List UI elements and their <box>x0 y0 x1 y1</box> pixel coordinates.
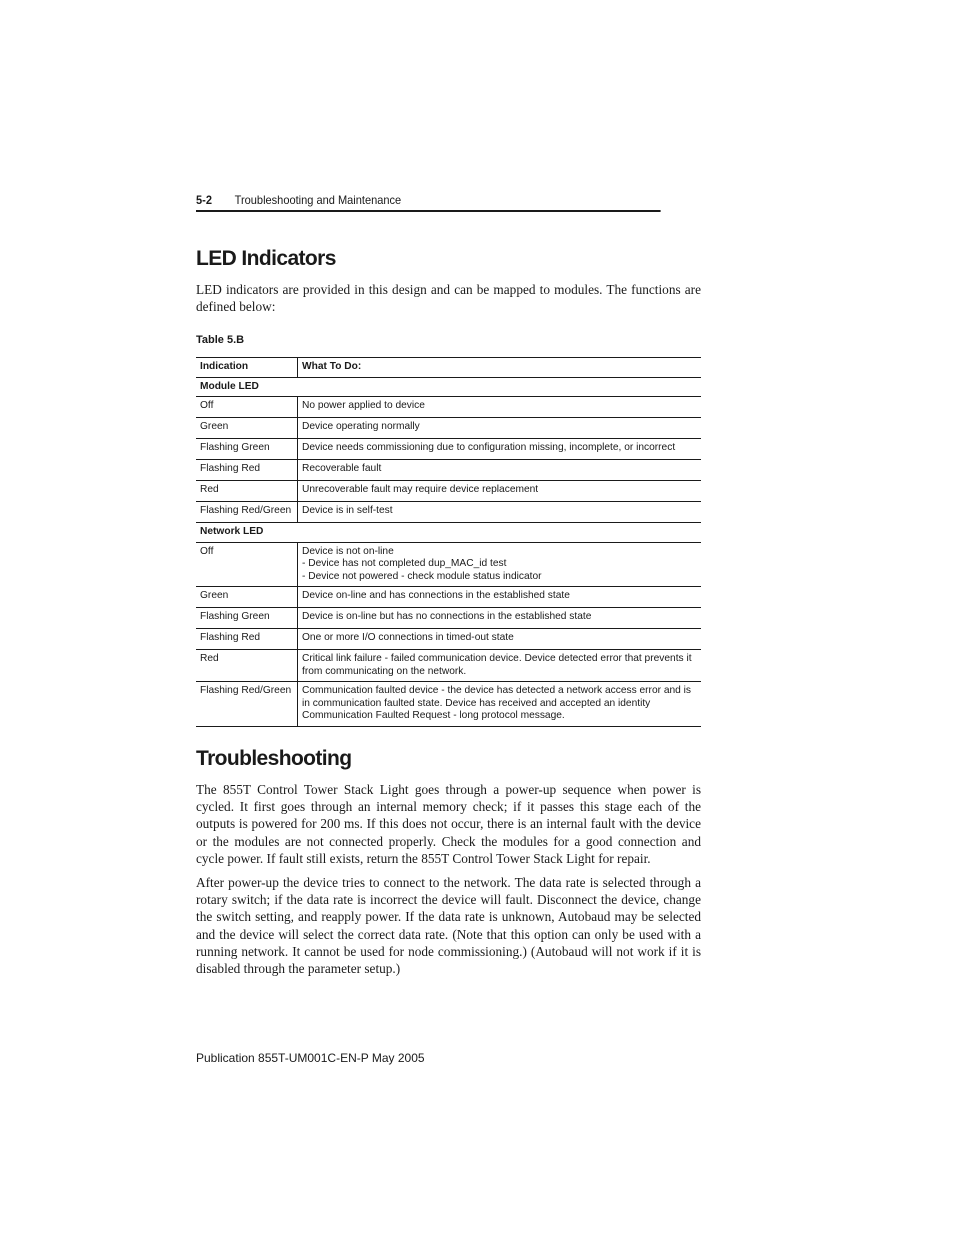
troubleshooting-heading: Troubleshooting <box>196 747 352 770</box>
table-row <box>196 587 701 608</box>
publication-footer: Publication 855T-UM001C-EN-P May 2005 <box>196 1051 425 1065</box>
indication-cell: Flashing Red/Green <box>196 502 298 523</box>
troubleshooting-paragraph-1: The 855T Control Tower Stack Light goes through a power-up sequence when power is cycled. It first goes through an internal memory check; if it passes this stage each of the outputs is powered for 200 ms. If this does not occur, there is an internal fault with the device or the modules are not connected properly. Check the modules for a good connection and cycle power. If fault still exists, return the 855T Control Tower Stack Light for repair. <box>196 782 701 866</box>
action-cell: Device is not on-line - Device has not completed dup_MAC_id test - Device not powered - check module status indicator <box>298 542 702 587</box>
group-label: Network LED <box>196 523 701 543</box>
led-indicators-heading: LED Indicators <box>196 247 336 270</box>
table-row <box>196 502 701 523</box>
table-row <box>196 682 701 727</box>
table-row <box>196 608 701 629</box>
indication-cell: Red <box>196 650 298 682</box>
table-row <box>196 439 701 460</box>
indication-cell: Flashing Green <box>196 439 298 460</box>
chapter-title: Troubleshooting and Maintenance <box>234 193 402 207</box>
table-row <box>196 542 701 587</box>
table-row <box>196 418 701 439</box>
action-cell: Communication faulted device - the device has detected a network access error and is in communication faulted state. Device has received and accepted an identity Communication Faulted Request - long protocol message. <box>298 682 702 727</box>
action-cell: Unrecoverable fault may require device replacement <box>298 481 702 502</box>
group-row-module-led <box>196 377 701 397</box>
led-intro-paragraph: LED indicators are provided in this design and can be mapped to modules. The functions are defined below: <box>196 282 701 315</box>
indication-cell: Flashing Green <box>196 608 298 629</box>
action-cell: No power applied to device <box>298 397 702 418</box>
led-table <box>196 357 701 727</box>
table-row <box>196 460 701 481</box>
indication-cell: Green <box>196 418 298 439</box>
indication-cell: Red <box>196 481 298 502</box>
table-row <box>196 629 701 650</box>
table-caption: Table 5.B <box>196 334 245 346</box>
column-header-indication: Indication <box>196 358 298 378</box>
table-row <box>196 481 701 502</box>
group-row-network-led <box>196 523 701 543</box>
column-header-what-to-do: What To Do: <box>298 358 702 378</box>
indication-cell: Flashing Red <box>196 460 298 481</box>
action-cell: Device is in self-test <box>298 502 702 523</box>
table-row <box>196 397 701 418</box>
table-header-row <box>196 358 701 378</box>
indication-cell: Green <box>196 587 298 608</box>
troubleshooting-paragraph-2: After power-up the device tries to connect to the network. The data rate is selected through a rotary switch; if the data rate is incorrect the device will fault. Disconnect the device, change the switch setting, and reapply power. If the data rate is unknown, Autobaud may be selected and the device will select the correct data rate. (Note that this option can only be used with a running network. It cannot be used for node commissioning.) (Autobaud will not work if it is disabled through the parameter setup.) <box>196 875 701 977</box>
indication-cell: Flashing Red <box>196 629 298 650</box>
table-row <box>196 650 701 682</box>
action-cell: Recoverable fault <box>298 460 702 481</box>
action-cell: Device needs commissioning due to configuration missing, incomplete, or incorrect <box>298 439 702 460</box>
action-cell: Critical link failure - failed communication device. Device detected error that prevents it from communicating on the network. <box>298 650 702 682</box>
action-cell: Device on-line and has connections in the established state <box>298 587 702 608</box>
action-cell: One or more I/O connections in timed-out state <box>298 629 702 650</box>
indication-cell: Off <box>196 542 298 587</box>
indication-cell: Flashing Red/Green <box>196 682 298 727</box>
group-label: Module LED <box>196 377 701 397</box>
action-cell: Device operating normally <box>298 418 702 439</box>
indication-cell: Off <box>196 397 298 418</box>
page-number: 5-2 <box>196 193 212 207</box>
running-header <box>196 192 661 212</box>
action-cell: Device is on-line but has no connections in the established state <box>298 608 702 629</box>
